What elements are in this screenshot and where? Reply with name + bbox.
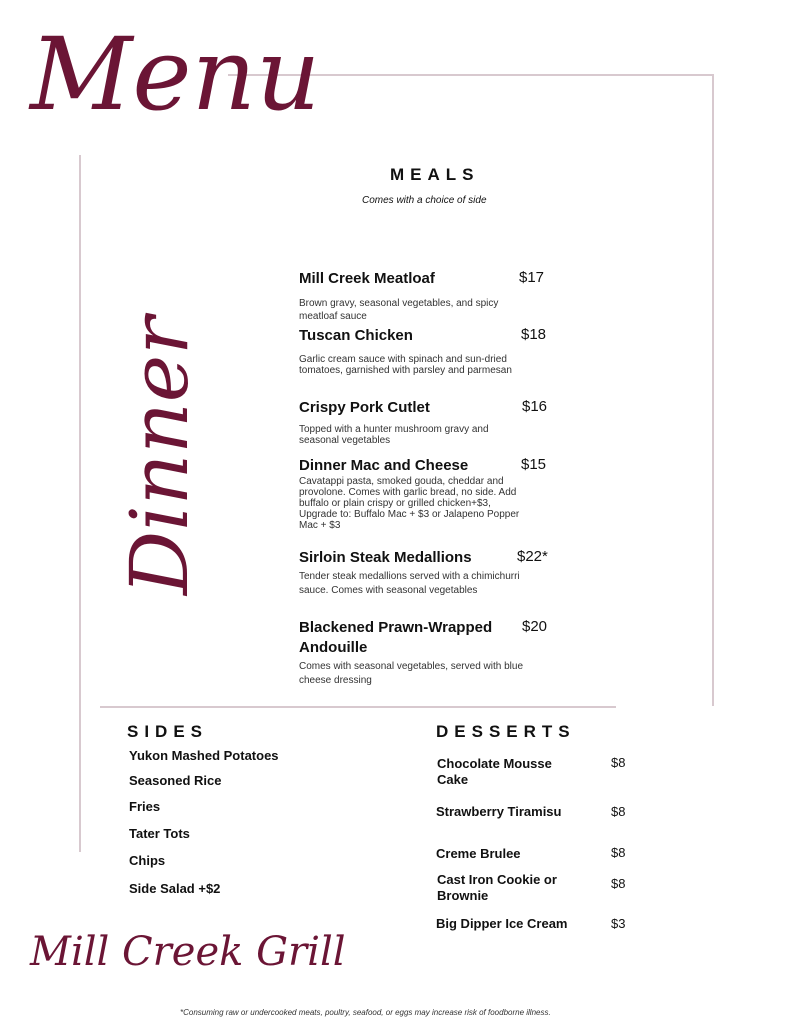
item-name: Tuscan Chicken	[299, 327, 413, 344]
item-desc: Topped with a hunter mushroom gravy and seasonal vegetables	[299, 424, 489, 446]
menu-item	[299, 456, 569, 531]
frame-right	[712, 74, 714, 706]
item-desc: Comes with seasonal vegetables, served with blue cheese dressing	[299, 661, 524, 686]
item-desc: Cavatappi pasta, smoked gouda, cheddar and provolone. Comes with garlic bread, no side. Add buffalo or plain crispy or grilled chicken+$3, Upgrade to: Buffalo Mac + $3 or Jalapeno Popper Mac + $3	[299, 476, 520, 531]
brand-name: Mill Creek Grill	[30, 929, 346, 975]
menu-title: Menu	[30, 16, 321, 133]
side-item: Fries	[129, 799, 161, 814]
dessert-price: $8	[611, 845, 626, 860]
item-price: $15	[521, 456, 547, 473]
dessert-name: Strawberry Tiramisu	[436, 804, 562, 819]
item-name: Crispy Pork Cutlet	[299, 399, 430, 416]
divider	[100, 706, 616, 708]
dessert-name: Big Dipper Ice Cream	[436, 916, 568, 931]
dessert-price: $3	[611, 916, 626, 931]
dessert-price: $8	[611, 755, 626, 770]
menu-item	[299, 618, 569, 688]
side-item: Chips	[129, 853, 166, 868]
menu-item	[299, 398, 569, 446]
item-price: $17	[519, 269, 545, 286]
item-name: Sirloin Steak Medallions	[299, 549, 472, 566]
item-desc: Garlic cream sauce with spinach and sun-dried tomatoes, garnished with parsley and parmesan	[299, 354, 512, 376]
side-item: Side Salad +$2	[129, 881, 221, 896]
item-name: Blackened Prawn-Wrapped Andouille	[299, 619, 493, 656]
meals-subtitle: Comes with a choice of side	[362, 195, 487, 206]
frame-left	[79, 155, 81, 852]
dessert-price: $8	[611, 804, 626, 819]
side-item: Yukon Mashed Potatoes	[129, 748, 279, 763]
item-name: Mill Creek Meatloaf	[299, 270, 435, 287]
desserts-heading: DESSERTS	[436, 722, 576, 741]
menu-item	[299, 326, 569, 376]
item-name: Dinner Mac and Cheese	[299, 457, 469, 474]
item-price: $22*	[517, 548, 548, 565]
item-price: $20	[522, 618, 548, 635]
footer-disclaimer: *Consuming raw or undercooked meats, poultry, seafood, or eggs may increase risk of foodborne illness.	[180, 1008, 551, 1017]
dessert-name: Cast Iron Cookie or Brownie	[437, 872, 557, 903]
dessert-name: Creme Brulee	[436, 846, 521, 861]
side-item: Tater Tots	[129, 826, 190, 841]
menu-item	[299, 269, 569, 323]
item-desc: Brown gravy, seasonal vegetables, and spicy meatloaf sauce	[299, 298, 499, 322]
menu-item	[299, 548, 569, 598]
item-price: $16	[522, 398, 548, 415]
sides-heading: SIDES	[127, 722, 209, 741]
item-price: $18	[521, 326, 547, 343]
dessert-price: $8	[611, 876, 626, 891]
side-item: Seasoned Rice	[129, 773, 222, 788]
dinner-title: Dinner	[113, 316, 206, 595]
item-desc: Tender steak medallions served with a chimichurri sauce. Comes with seasonal vegetables	[299, 571, 520, 596]
meals-heading: MEALS	[390, 165, 480, 184]
dessert-name: Chocolate Mousse Cake	[437, 756, 552, 787]
